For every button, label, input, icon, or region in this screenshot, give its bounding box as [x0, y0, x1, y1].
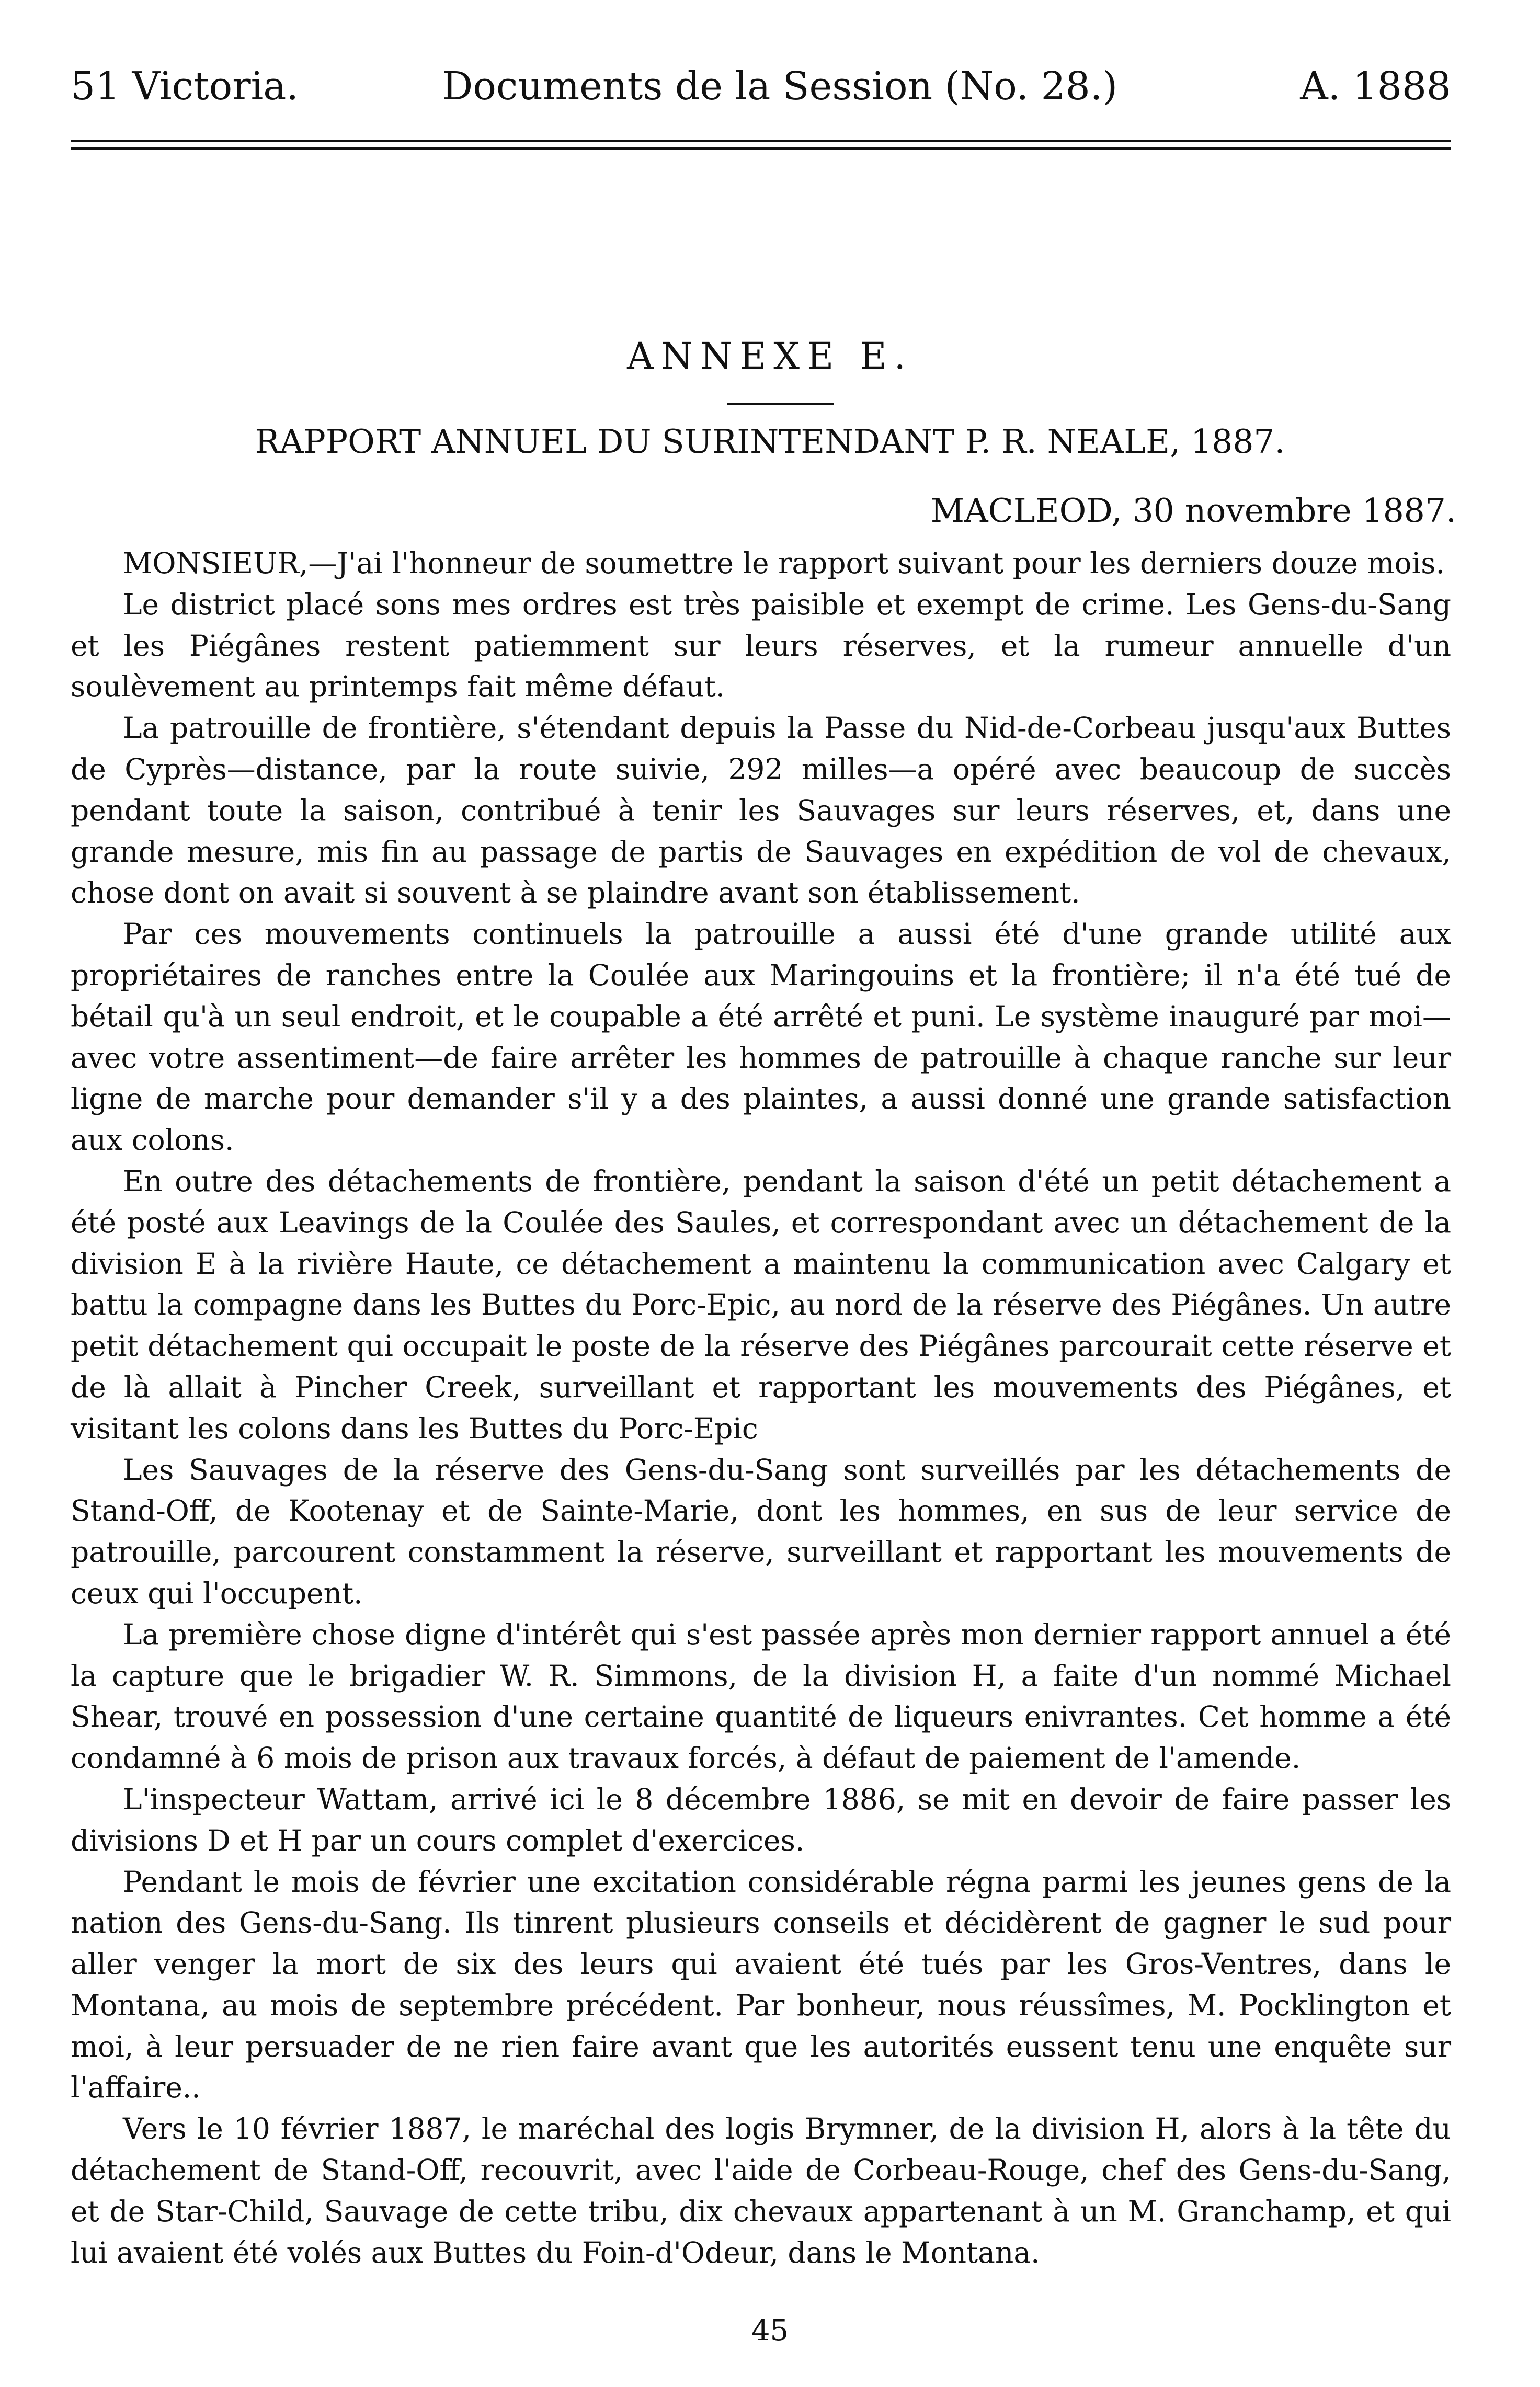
- report-body: [71, 543, 1451, 2273]
- header-double-rule: [71, 140, 1451, 150]
- body-paragraph: Par ces mouvements continuels la patrouille a aussi été d'une grande utilité aux propriétaires de ranches entre la Coulée aux Maringouins et la frontière; il n'a été tué de bétail qu'à un seul endroit, et le coupable a été arrêté et puni. Le système inauguré par moi—avec votre assentiment—de faire arrêter les hommes de patrouille à chaque ranche sur leur ligne de marche pour demander s'il y a des plaintes, a aussi donné une grande satisfaction aux colons.: [71, 917, 1451, 1157]
- body-paragraph: La patrouille de frontière, s'étendant depuis la Passe du Nid-de-Corbeau jusqu'aux Buttes de Cyprès—distance, par la route suivie, 292 milles—a opéré avec beaucoup de succès pendant toute la saison, contribué à tenir les Sauvages sur leurs réserves, et, dans une grande mesure, mis fin au passage de partis de Sauvages en expédition de vol de chevaux, chose dont on avait si souvent à se plaindre avant son établissement.: [71, 711, 1451, 910]
- dateline: MACLEOD, 30 novembre 1887.: [930, 492, 1456, 530]
- body-paragraph: Les Sauvages de la réserve des Gens-du-Sang sont surveillés par les détachements de Stand-Off, de Kootenay et de Sainte-Marie, dont les hommes, en sus de leur service de patrouille, parcourent constamment la réserve, surveillant et rapportant les mouvements de ceux qui l'occupent.: [71, 1453, 1451, 1610]
- page-number: 45: [751, 2314, 789, 2348]
- running-header: [71, 63, 1451, 110]
- body-paragraph: En outre des détachements de frontière, pendant la saison d'été un petit détachement a été posté aux Leavings de la Coulée des Saules, et correspondant avec un détachement de la division E à la rivière Haute, ce détachement a maintenu la communication avec Calgary et battu la compagne dans les Buttes du Porc-Epic, au nord de la réserve des Piégânes. Un autre petit détachement qui occupait le poste de la réserve des Piégânes parcourait cette réserve et de là allait à Pincher Creek, surveillant et rapportant les mouvements des Piégânes, et visitant les colons dans les Buttes du Porc-Epic: [71, 1164, 1451, 1445]
- body-paragraph: Pendant le mois de février une excitation considérable régna parmi les jeunes gens de la nation des Gens-du-Sang. Ils tinrent plusieurs conseils et décidèrent de gagner le sud pour aller venger la mort de six des leurs qui avaient été tués par les Gros-Ventres, dans le Montana, au mois de septembre précédent. Par bonheur, nous réussîmes, M. Pocklington et moi, à leur persuader de ne rien faire avant que les autorités eussent tenu une enquête sur l'affaire..: [71, 1865, 1451, 2105]
- header-session-year: 51 Victoria.: [71, 64, 299, 109]
- salutation-paragraph: [71, 543, 1451, 584]
- body-paragraph: L'inspecteur Wattam, arrivé ici le 8 décembre 1886, se mit en devoir de faire passer les divisions D et H par un cours complet d'exercices.: [71, 1782, 1451, 1857]
- body-paragraph: La première chose digne d'intérêt qui s'est passée après mon dernier rapport annuel a été la capture que le brigadier W. R. Simmons, de la division H, a faite d'un nommé Michael Shear, trouvé en possession d'une certaine quantité de liqueurs enivrantes. Cet homme a été condamné à 6 mois de prison aux travaux forcés, à défaut de paiement de l'amende.: [71, 1617, 1451, 1775]
- report-title: RAPPORT ANNUEL DU SURINTENDANT P. R. NEALE, 1887.: [255, 422, 1285, 461]
- header-year: A. 1888: [1300, 64, 1451, 109]
- salutation-text: —J'ai l'honneur de soumettre le rapport suivant pour les derniers douze mois.: [308, 546, 1445, 580]
- body-paragraph: Le district placé sons mes ordres est très paisible et exempt de crime. Les Gens-du-Sang et les Piégânes restent patiemment sur leurs réserves, et la rumeur annuelle d'un soulèvement au printemps fait même défaut.: [71, 587, 1451, 704]
- body-paragraph: Vers le 10 février 1887, le maréchal des logis Brymner, de la division H, alors à la tête du détachement de Stand-Off, recouvrit, avec l'aide de Corbeau-Rouge, chef des Gens-du-Sang, et de Star-Child, Sauvage de cette tribu, dix chevaux appartenant à un M. Granchamp, et qui lui avaient été volés aux Buttes du Foin-d'Odeur, dans le Montana.: [71, 2112, 1451, 2269]
- header-document-title: Documents de la Session (No. 28.): [442, 64, 1118, 109]
- annex-title: ANNEXE E.: [627, 335, 913, 378]
- salutation-lead: MONSIEUR,: [123, 546, 309, 580]
- annex-title-rule: [727, 403, 834, 405]
